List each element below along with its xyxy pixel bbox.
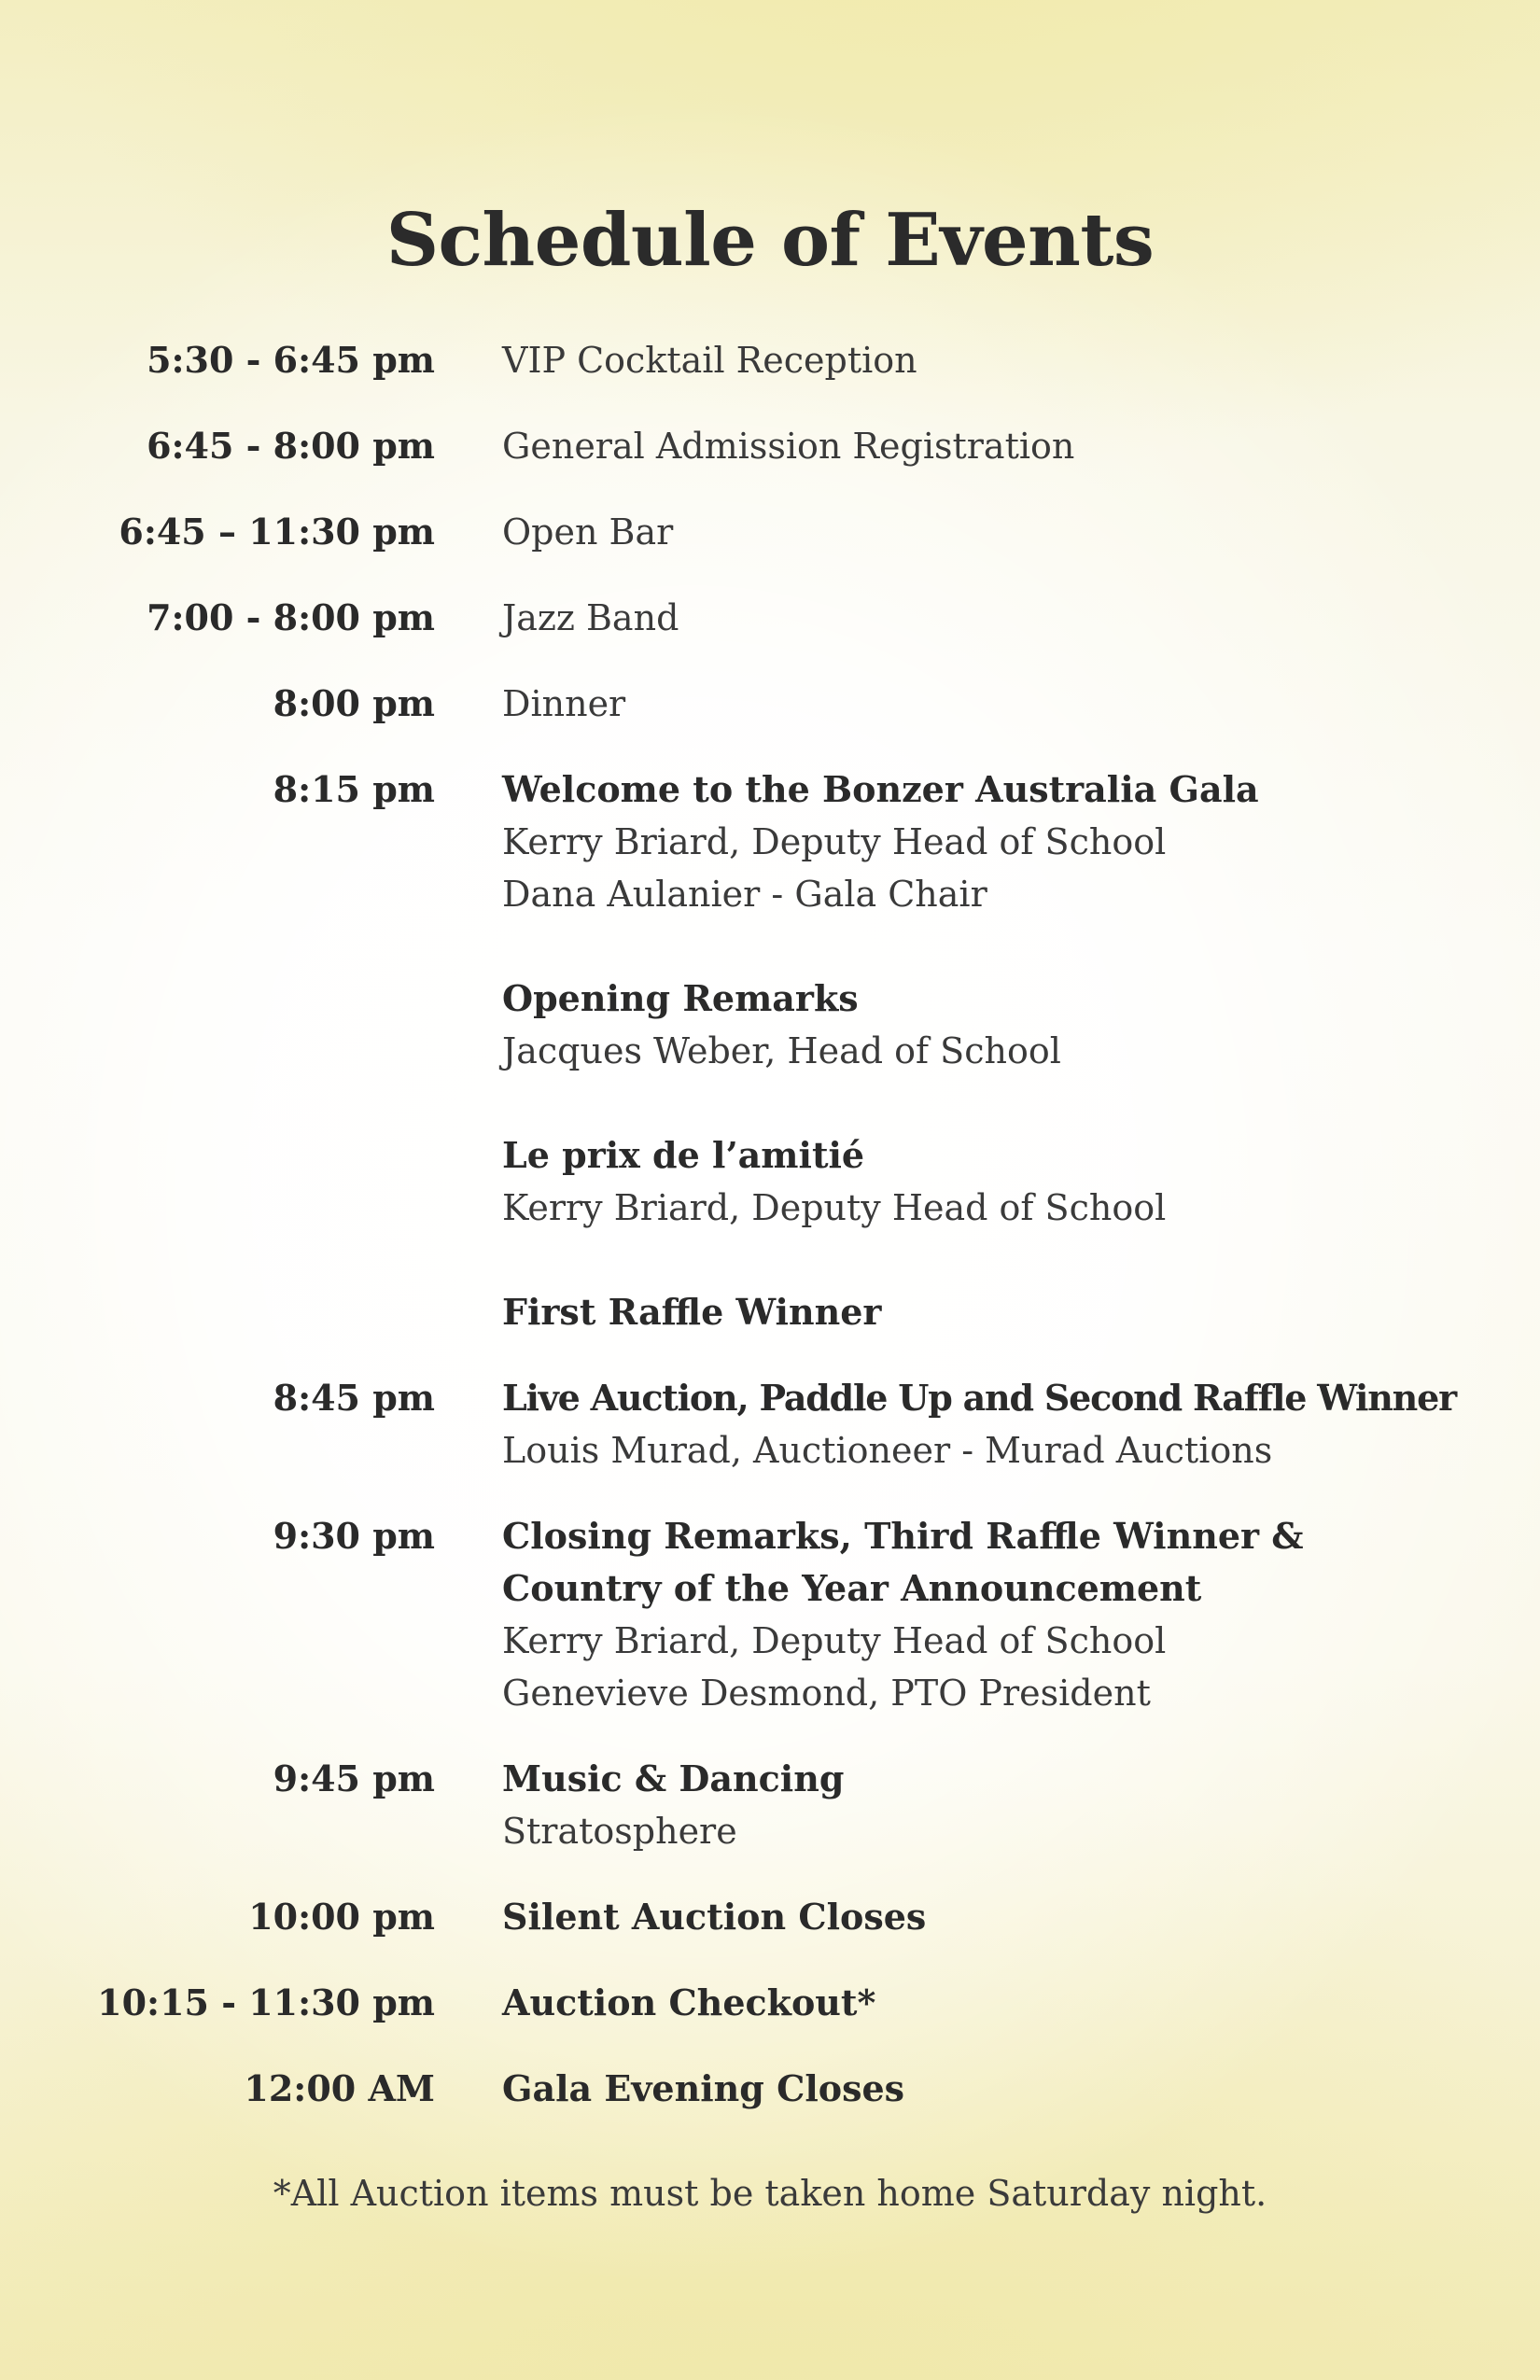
event-block xyxy=(502,678,1519,730)
event-details xyxy=(502,1510,1519,1719)
event-block xyxy=(502,1510,1519,1719)
event-row xyxy=(0,592,1540,644)
event-title: Welcome to the Bonzer Australia Gala xyxy=(502,768,1259,810)
event-row xyxy=(0,1510,1540,1719)
event-time: 7:00 - 8:00 pm xyxy=(147,596,435,638)
event-speaker: Stratosphere xyxy=(502,1811,737,1852)
event-title: Gala Evening Closes xyxy=(502,2067,905,2109)
event-row xyxy=(0,1372,1540,1477)
event-row xyxy=(0,420,1540,472)
event-block xyxy=(502,1286,1519,1338)
event-speaker: Kerry Briard, Deputy Head of School xyxy=(502,821,1167,862)
event-title: First Raffle Winner xyxy=(502,1291,882,1333)
event-title: Dinner xyxy=(502,683,626,724)
event-title: VIP Cocktail Reception xyxy=(502,340,917,381)
event-title: Closing Remarks, Third Raffle Winner & Country of the Year Announcement xyxy=(502,1515,1304,1609)
event-block xyxy=(502,1753,1519,1857)
event-title: Live Auction, Paddle Up and Second Raffle Winner xyxy=(502,1377,1456,1419)
event-speaker: Dana Aulanier - Gala Chair xyxy=(502,874,987,915)
event-time: 8:00 pm xyxy=(273,682,435,724)
page-title: Schedule of Events xyxy=(385,198,1155,284)
event-time: 6:45 - 8:00 pm xyxy=(147,425,435,467)
event-block xyxy=(502,592,1519,644)
event-title: Auction Checkout* xyxy=(502,1981,876,2023)
event-row xyxy=(0,2063,1540,2115)
event-time: 9:45 pm xyxy=(273,1757,435,1799)
event-speaker: Kerry Briard, Deputy Head of School xyxy=(502,1187,1167,1228)
event-time: 10:15 - 11:30 pm xyxy=(97,1981,435,2023)
event-details xyxy=(502,592,1519,644)
event-row xyxy=(0,506,1540,558)
footnote: *All Auction items must be taken home Saturday night. xyxy=(273,2173,1267,2214)
event-speaker: Kerry Briard, Deputy Head of School xyxy=(502,1620,1167,1661)
event-speaker: Louis Murad, Auctioneer - Murad Auctions xyxy=(502,1430,1273,1471)
event-details xyxy=(502,678,1519,730)
event-row xyxy=(0,763,1540,1338)
event-time: 8:45 pm xyxy=(273,1377,435,1419)
event-time: 8:15 pm xyxy=(273,768,435,810)
event-details xyxy=(502,763,1519,1338)
event-row xyxy=(0,1753,1540,1857)
event-block xyxy=(502,1129,1519,1234)
event-speaker: Jacques Weber, Head of School xyxy=(502,1030,1061,1071)
event-details xyxy=(502,2063,1519,2115)
event-block xyxy=(502,2063,1519,2115)
event-row xyxy=(0,678,1540,730)
event-block xyxy=(502,420,1519,472)
event-title: Music & Dancing xyxy=(502,1757,845,1799)
event-block xyxy=(502,1977,1519,2029)
event-time: 10:00 pm xyxy=(248,1896,435,1938)
event-title: Jazz Band xyxy=(502,597,679,638)
event-title: Open Bar xyxy=(502,511,674,553)
event-details xyxy=(502,1977,1519,2029)
event-block xyxy=(502,763,1519,920)
event-details xyxy=(502,1753,1519,1857)
event-details xyxy=(502,506,1519,558)
event-time: 12:00 AM xyxy=(244,2067,435,2109)
event-block xyxy=(502,973,1519,1077)
event-block xyxy=(502,1372,1519,1477)
event-block xyxy=(502,506,1519,558)
event-title: General Admission Registration xyxy=(502,426,1075,467)
event-time: 5:30 - 6:45 pm xyxy=(147,339,435,381)
event-details xyxy=(502,420,1519,472)
event-time: 9:30 pm xyxy=(273,1515,435,1557)
event-block xyxy=(502,1891,1519,1943)
event-title: Le prix de l’amitié xyxy=(502,1134,865,1176)
event-block xyxy=(502,334,1519,386)
event-row xyxy=(0,1977,1540,2029)
event-row xyxy=(0,1891,1540,1943)
event-details xyxy=(502,1372,1519,1477)
event-row xyxy=(0,334,1540,386)
event-time: 6:45 – 11:30 pm xyxy=(119,511,435,553)
schedule-list xyxy=(0,334,1540,2115)
event-speaker: Genevieve Desmond, PTO President xyxy=(502,1673,1151,1714)
event-title: Opening Remarks xyxy=(502,977,859,1019)
event-title: Silent Auction Closes xyxy=(502,1896,927,1938)
event-details xyxy=(502,1891,1519,1943)
event-details xyxy=(502,334,1519,386)
